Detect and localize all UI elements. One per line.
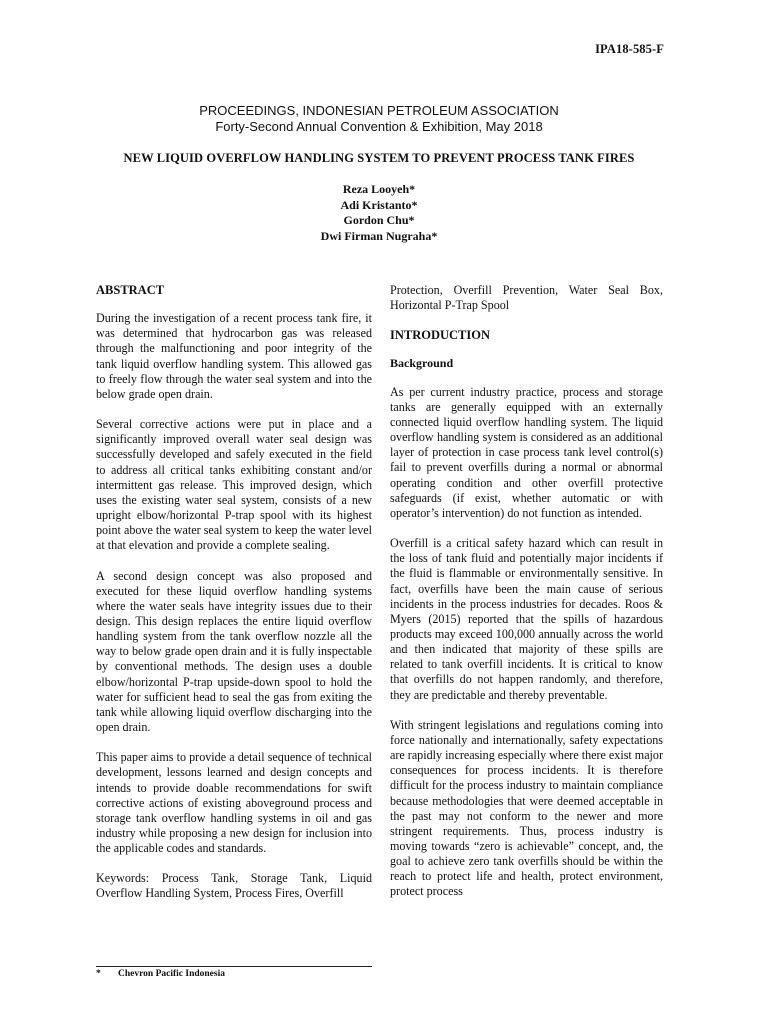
author: Gordon Chu* <box>343 213 415 228</box>
abstract-paragraph: Several corrective actions were put in place and a significantly improved overall water seal design was successfully developed and safely executed in the field to address all critical tanks exhibiting constant and/or intermittent gas release. This improved design, which uses the existing water seal system, consists of a new upright elbow/horizontal P-trap spool with its highest point above the water seal system to keep the water level at that elevation and provide a complete sealing. <box>96 417 372 553</box>
abstract-paragraph: A second design concept was also proposed and executed for these liquid overflow handling systems where the water seals have integrity issues due to their design. This design replaces the entire liquid overflow handling system from the tank overflow nozzle all the way to below grade open drain and it is fully inspectable by conventional methods. The design uses a double elbow/horizontal P-trap upside-down spool to hold the water for sufficient head to seal the gas from exiting the tank while allowing liquid overflow discharging into the open drain. <box>96 568 372 735</box>
introduction-paragraph: As per current industry practice, process and storage tanks are generally equipped with an externally connected liquid overflow handling system. The liquid overflow handling system is considered as an additional layer of protection in case process tank level control(s) fail to prevent overfills during a normal or abnormal operating condition and other overfill protective safeguards (if exist, whether automatic or with operator’s intervention) do not function as intended. <box>390 384 663 520</box>
abstract-heading: ABSTRACT <box>96 283 165 297</box>
right-column <box>390 283 663 915</box>
keywords-paragraph: Keywords: Process Tank, Storage Tank, Liquid Overflow Handling System, Process Fires, Overfill <box>96 871 372 901</box>
introduction-heading: INTRODUCTION <box>390 328 491 343</box>
background-subheading: Background <box>390 356 454 371</box>
paper-id: IPA18-585-F <box>595 42 664 56</box>
footnote-affiliation: Chevron Pacific Indonesia <box>118 969 225 979</box>
author: Adi Kristanto* <box>340 197 418 212</box>
introduction-paragraph: Overfill is a critical safety hazard which can result in the loss of tank fluid and potentially major incidents if the fluid is flammable or environmentally sensitive. In fact, overfills have been the main cause of serious incidents in the process industries for decades. Roos & Myers (2015) reported that the spills of hazardous products may exceed 100,000 annually across the world and then indicated that majority of these spills are related to tank overfill incidents. It is critical to know that overfills do not happen randomly, and therefore, they are predictable and thereby preventable. <box>390 536 663 702</box>
footnote-mark: * <box>96 969 101 979</box>
abstract-paragraph: This paper aims to provide a detail sequence of technical development, lessons learned and design concepts and intends to provide doable recommendations for swift corrective actions of existing aboveground process and storage tank overflow handling systems in oil and gas industry while proposing a new design for inclusion into the applicable codes and standards. <box>96 750 372 856</box>
author-list <box>96 182 662 244</box>
footnote <box>96 969 225 979</box>
paper-title: NEW LIQUID OVERFLOW HANDLING SYSTEM TO PREVENT PROCESS TANK FIRES <box>123 151 635 165</box>
left-column <box>96 283 372 917</box>
abstract-paragraph: During the investigation of a recent process tank fire, it was determined that hydrocarbon gas was released through the malfunctioning and poor integrity of the tank liquid overflow handling system. This allowed gas to freely flow through the water seal system and into the below grade open drain. <box>96 311 372 401</box>
author: Dwi Firman Nugraha* <box>320 228 438 243</box>
keywords-continued: Protection, Overfill Prevention, Water Seal Box, Horizontal P-Trap Spool <box>390 283 663 313</box>
introduction-paragraph: With stringent legislations and regulations coming into force nationally and internationally, safety expectations are rapidly increasing especially where there exist major consequences for process incidents. It is therefore difficult for the process industry to maintain compliance because methodologies that were deemed acceptable in the past may not conform to the newer and more stringent requirements. Thus, process industry is moving towards “zero is achievable” concept, and, the goal to achieve zero tank overfills should be within the reach to protect life and health, protect environment, protect process <box>390 717 663 899</box>
proceedings-title: PROCEEDINGS, INDONESIAN PETROLEUM ASSOCIATION <box>199 103 559 118</box>
proceedings-header <box>96 103 662 135</box>
convention-line: Forty-Second Annual Convention & Exhibition, May 2018 <box>215 119 543 134</box>
footnote-divider <box>96 966 372 967</box>
author: Reza Looyeh* <box>342 182 416 196</box>
